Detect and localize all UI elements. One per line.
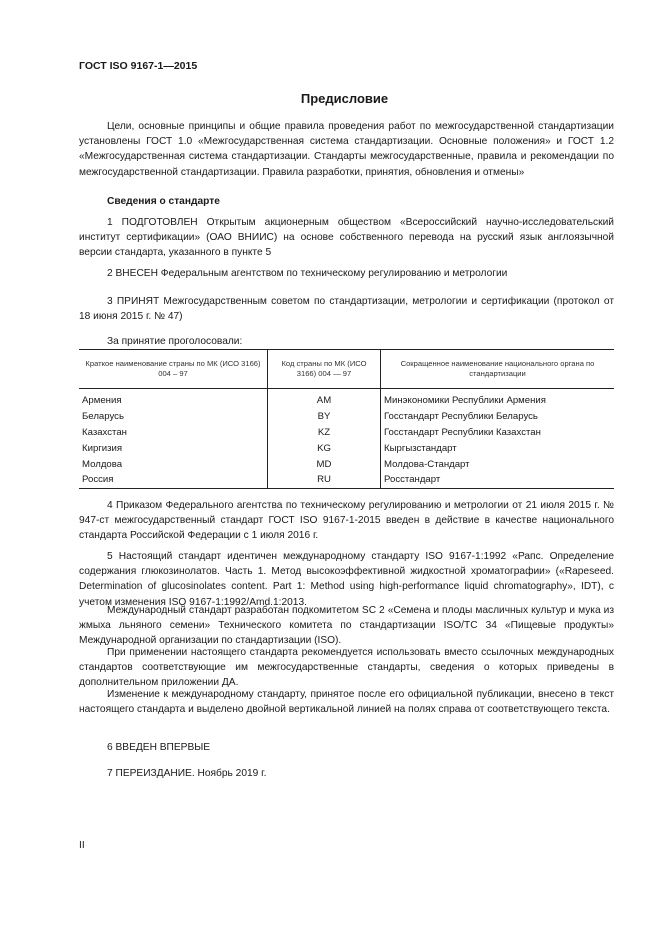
table-row: [79, 425, 614, 441]
item-1: 1 ПОДГОТОВЛЕН Открытым акционерным обществом «Всероссийский научно-исследовательский институт сертификации» (ОАО ВНИИС) на основе собственного перевода на русский язык англоязычной версии стандарта, указанного в пункте 5: [79, 217, 614, 259]
table-row: [79, 409, 614, 425]
table-row: [79, 393, 614, 409]
country-cell: Киргизия: [79, 440, 268, 456]
document-header: ГОСТ ISO 9167-1—2015: [79, 60, 198, 72]
item-7: 7 ПЕРЕИЗДАНИЕ. Ноябрь 2019 г.: [107, 768, 267, 779]
body-cell: Минэкономики Республики Армения: [384, 395, 546, 407]
item-5: 5 Настоящий стандарт идентичен международному стандарту ISO 9167-1:1992 «Рапс. Определение содержания глюкозинолатов. Часть 1. Метод высокоэффективной жидкостной хроматографии» («Rapeseed. Determination of glucosinolates content. Part 1: Method using high-performance liquid chromatography», IDT), с учетом изменения ISO 9167-1:1992/Amd.1:2013.: [79, 551, 614, 608]
body-cell: Госстандарт Республики Беларусь: [384, 411, 538, 423]
country-cell: Россия: [79, 472, 268, 488]
table-row: [79, 456, 614, 472]
page-number: II: [79, 840, 85, 851]
column-header-country: Краткое наименование страны по МК (ИСО 3166) 004 – 97: [79, 350, 268, 389]
table-row: [79, 472, 614, 488]
country-cell: Казахстан: [79, 425, 268, 441]
intro-paragraph: Цели, основные принципы и общие правила проведения работ по межгосударственной стандартизации установлены ГОСТ 1.0 «Межгосударственная система стандартизации. Основные положения» и ГОСТ 1.2 «Межгосударственная система стандартизации. Стандарты межгосударственные, правила и рекомендации по межгосударственной стандартизации. Правила разработки, принятия, обновления и отмены»: [79, 121, 614, 178]
section-title: Сведения о стандарте: [107, 196, 220, 207]
country-cell: Армения: [79, 393, 268, 409]
item-4: 4 Приказом Федерального агентства по техническому регулированию и метрологии от 21 июля 2015 г. № 947-ст межгосударственный стандарт ГОСТ ISO 9167-1-2015 введен в действие в качестве национального стандарта Российской Федерации с 1 июля 2016 г.: [79, 500, 614, 542]
table-row: [79, 440, 614, 456]
column-header-code: Код страны по МК (ИСО 3166) 004 — 97: [268, 350, 381, 389]
body-cell: Росстандарт: [381, 472, 615, 488]
item-5-paragraph-3: При применении настоящего стандарта рекомендуется использовать вместо ссылочных международных стандартов соответствующие им межгосударственные стандарты, сведения о которых приведены в дополнительном приложении ДА.: [79, 647, 614, 689]
item-6: 6 ВВЕДЕН ВПЕРВЫЕ: [107, 742, 211, 753]
body-cell: Госстандарт Республики Казахстан: [384, 426, 541, 438]
table-header-row: [79, 350, 614, 389]
body-cell: Кыргызстандарт: [384, 442, 457, 454]
item-5-paragraph-4: Изменение к международному стандарту, принятое после его официальной публикации, внесено в текст настоящего стандарта и выделено двойной вертикальной линией на полях справа от соответствующего текста.: [79, 689, 614, 716]
country-cell: Молдова: [79, 456, 268, 472]
code-cell: KZ: [268, 425, 381, 441]
voted-label: За принятие проголосовали:: [107, 336, 243, 347]
page-title: Предисловие: [300, 91, 389, 106]
countries-table: [79, 349, 614, 489]
item-5-paragraph-2: Международный стандарт разработан подкомитетом SC 2 «Семена и плоды масличных культур и мука из жмыха льняного семени» Технического комитета по стандартизации ISO/TC 34 «Пищевые продукты» Международной организации по стандартизации (ISO).: [79, 605, 614, 647]
code-cell: KG: [268, 440, 381, 456]
code-cell: BY: [268, 409, 381, 425]
body-cell: Молдова-Стандарт: [384, 458, 470, 470]
code-cell: RU: [268, 472, 381, 488]
item-3: 3 ПРИНЯТ Межгосударственным советом по стандартизации, метрологии и сертификации (протокол от 18 июня 2015 г. № 47): [79, 296, 614, 323]
item-2: 2 ВНЕСЕН Федеральным агентством по техническому регулированию и метрологии: [107, 268, 508, 279]
code-cell: AM: [268, 393, 381, 409]
code-cell: MD: [268, 456, 381, 472]
country-cell: Беларусь: [79, 409, 268, 425]
column-header-body: Сокращенное наименование национального органа по стандартизации: [381, 350, 615, 389]
